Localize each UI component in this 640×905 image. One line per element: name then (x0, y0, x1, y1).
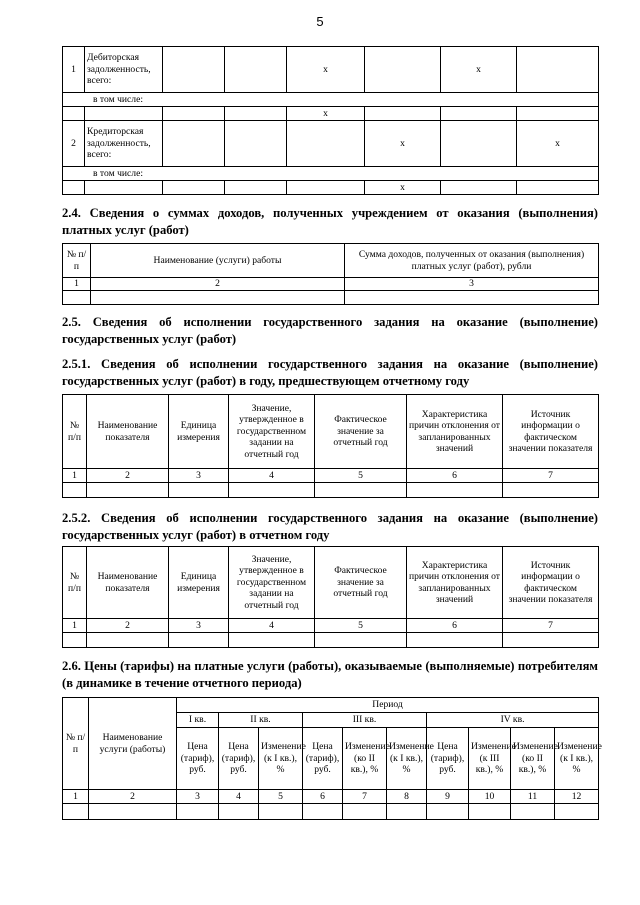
quarter-header: I кв. (177, 713, 219, 728)
quarter-header: II кв. (219, 713, 303, 728)
x-mark: x (287, 47, 365, 93)
section-heading-2-5-1: 2.5.1. Сведения об исполнении государственного задания на оказание (выполнение) государственных услуг (работ) в году, предшествующем отчетному году (62, 357, 598, 388)
table-row (63, 483, 599, 498)
column-header: Наименование (услуги) работы (91, 244, 345, 278)
table-row (63, 107, 599, 121)
column-header: № п/п (63, 698, 89, 790)
column-header: Цена (тариф), руб. (427, 728, 469, 790)
subheader: в том числе: (63, 93, 599, 107)
period-header: Период (177, 698, 599, 713)
table-row (63, 181, 599, 195)
income-table (62, 243, 599, 305)
table-header-row (63, 244, 599, 278)
table-row (63, 291, 599, 305)
column-header: Цена (тариф), руб. (303, 728, 343, 790)
column-header: Изменение (к I кв.), % (387, 728, 427, 790)
table-header-row (63, 547, 599, 619)
column-header: Источник информации о фактическом значении показателя (503, 547, 599, 619)
table-header-row (63, 395, 599, 469)
prices-table (62, 697, 602, 820)
task-table-previous-year (62, 394, 599, 498)
row-name: Дебиторская задолженность, всего: (85, 47, 163, 93)
column-header: Сумма доходов, полученных от оказания (выполнения) платных услуг (работ), рубли (345, 244, 599, 278)
debt-table (62, 46, 599, 195)
column-header: Изменение (ко II кв.), % (511, 728, 555, 790)
x-mark: x (441, 47, 517, 93)
x-mark: x (365, 121, 441, 167)
row-number: 2 (63, 121, 85, 167)
column-number-row: 1 2 3 4 5 6 7 (63, 469, 599, 483)
quarter-header: IV кв. (427, 713, 599, 728)
x-mark: x (287, 107, 365, 121)
column-header: Изменение (к III кв.), % (469, 728, 511, 790)
column-header: Цена (тариф), руб. (219, 728, 259, 790)
column-header: Фактическое значение за отчетный год (315, 395, 407, 469)
column-header: № п/п (63, 244, 91, 278)
column-header: Характеристика причин отклонения от запланированных значений (407, 547, 503, 619)
subheader: в том числе: (63, 167, 599, 181)
column-header: Единица измерения (169, 395, 229, 469)
column-header: Фактическое значение за отчетный год (315, 547, 407, 619)
column-header: Цена (тариф), руб. (177, 728, 219, 790)
column-header: Изменение (к I кв.), % (555, 728, 599, 790)
table-row (63, 47, 599, 93)
column-number-row: 1 2 3 (63, 278, 599, 291)
column-header: Изменение (ко II кв.), % (343, 728, 387, 790)
column-number-row: 1 2 3 4 5 6 7 (63, 619, 599, 633)
page-number: 5 (316, 14, 324, 29)
section-heading-2-5-2: 2.5.2. Сведения об исполнении государственного задания на оказание (выполнение) государственных услуг (работ) в отчетном году (62, 511, 598, 542)
column-header: Наименование показателя (87, 395, 169, 469)
column-header: Источник информации о фактическом значении показателя (503, 395, 599, 469)
column-header: Значение, утвержденное в государственном задании на отчетный год (229, 395, 315, 469)
column-header: Наименование услуги (работы) (89, 698, 177, 790)
task-table-reporting-year (62, 546, 599, 648)
column-header: Характеристика причин отклонения от запланированных значений (407, 395, 503, 469)
column-header: Наименование показателя (87, 547, 169, 619)
table-row (63, 633, 599, 648)
table-row (63, 167, 599, 181)
column-header: Изменение (к I кв.), % (259, 728, 303, 790)
x-mark: x (517, 121, 599, 167)
table-row (63, 93, 599, 107)
column-header: № п/п (63, 395, 87, 469)
column-header: № п/п (63, 547, 87, 619)
section-heading-2-5: 2.5. Сведения об исполнении государственного задания на оказание (выполнение) государственных услуг (работ) (62, 315, 598, 346)
column-header: Единица измерения (169, 547, 229, 619)
table-row (63, 804, 599, 820)
table-row (63, 121, 599, 167)
row-number: 1 (63, 47, 85, 93)
column-number-row: 1 2 3 4 5 6 7 8 9 10 11 12 (63, 790, 599, 804)
row-name: Кредиторская задолженность, всего: (85, 121, 163, 167)
section-heading-2-6: 2.6. Цены (тарифы) на платные услуги (работы), оказываемые (выполняемые) потребителям (в динамике в течение отчетного периода) (62, 659, 598, 690)
column-header: Значение, утвержденное в государственном задании на отчетный год (229, 547, 315, 619)
x-mark: x (365, 181, 441, 195)
quarter-header: III кв. (303, 713, 427, 728)
section-heading-2-4: 2.4. Сведения о суммах доходов, полученных учреждением от оказания (выполнения) платных услуг (работ) (62, 206, 598, 237)
